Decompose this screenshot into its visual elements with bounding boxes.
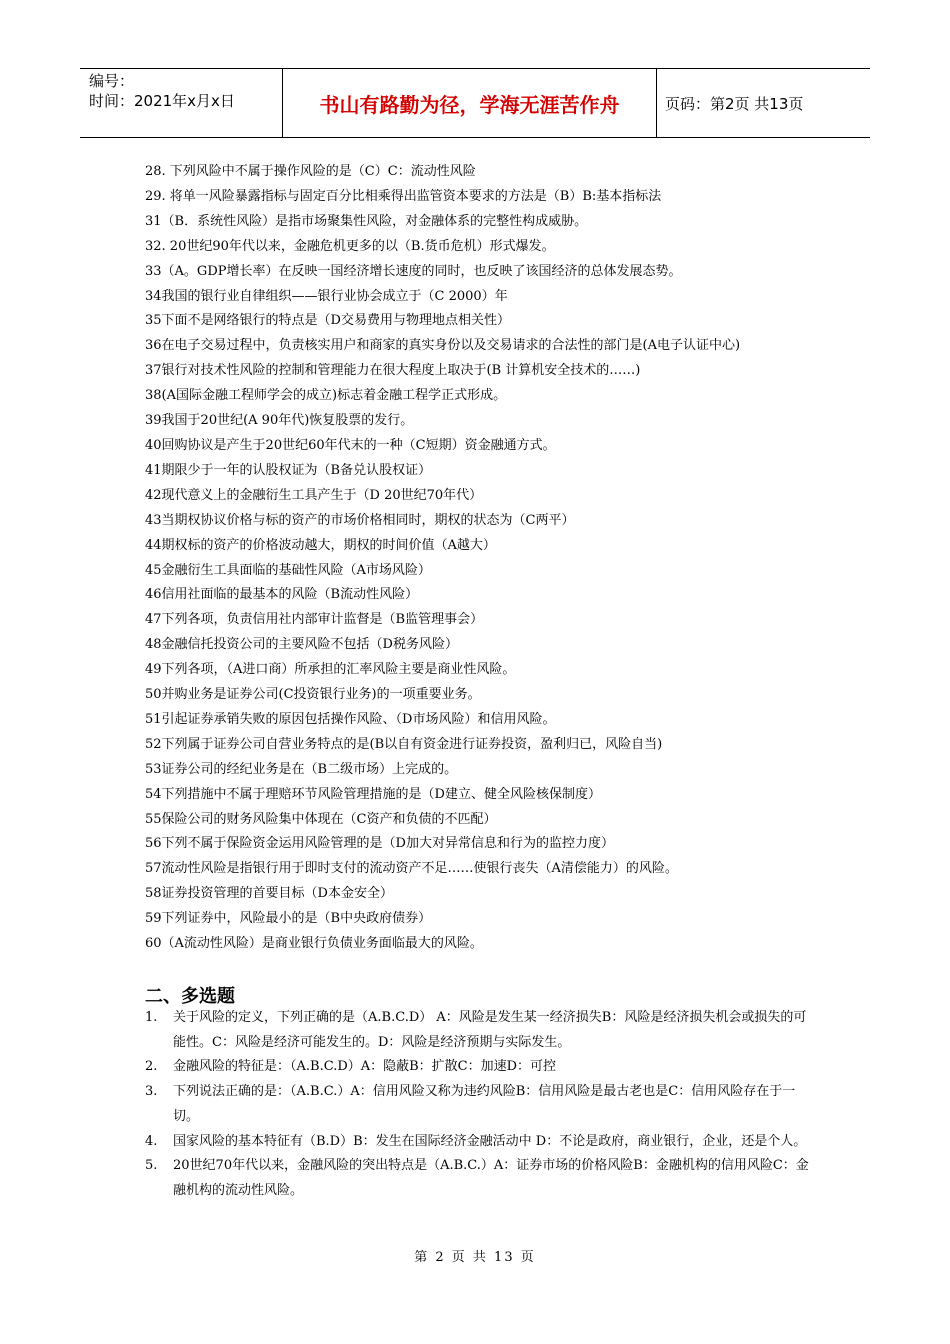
question-item: 57流动性风险是指银行用于即时支付的流动资产不足……使银行丧失（A清偿能力）的风险。	[145, 861, 678, 877]
question-number: 5.	[145, 1158, 158, 1174]
question-item: 42现代意义上的金融衍生工具产生于（D 20世纪70年代）	[145, 487, 483, 503]
question-item: 55保险公司的财务风险集中体现在（C资产和负债的不匹配）	[145, 811, 497, 827]
multi-question-item	[145, 1080, 815, 1129]
question-item: 58证券投资管理的首要目标（D本金安全）	[145, 886, 393, 902]
question-text: 20世纪70年代以来，金融风险的突出特点是（A.B.C.）A：证券市场的价格风险B：金融机构的信用风险C：金融机构的流动性风险。	[173, 1158, 809, 1198]
question-item: 34我国的银行业自律组织——银行业协会成立于（C 2000）年	[145, 288, 508, 304]
question-item: 28. 下列风险中不属于操作风险的是（C）C：流动性风险	[145, 164, 476, 179]
question-number: 1.	[145, 1010, 158, 1025]
question-item: 37银行对技术性风险的控制和管理能力在很大程度上取决于(B 计算机安全技术的……)	[145, 363, 641, 379]
question-item: 48金融信托投资公司的主要风险不包括（D税务风险）	[145, 637, 458, 653]
question-item: 46信用社面临的最基本的风险（B流动性风险）	[145, 587, 419, 603]
header-meta	[80, 69, 283, 137]
multi-choice-list	[145, 1006, 815, 1204]
question-item: 49下列各项，（A进口商）所承担的汇率风险主要是商业性风险。	[145, 662, 516, 678]
question-item: 59下列证券中，风险最小的是（B中央政府债券）	[145, 911, 432, 927]
question-item: 50并购业务是证券公司(C投资银行业务)的一项重要业务。	[145, 687, 481, 703]
number-label: 编号：	[89, 72, 135, 90]
question-text: 国家风险的基本特征有（B.D）B：发生在国际经济金融活动中 D：不论是政府，商业银行，企业，还是个人。	[173, 1133, 807, 1149]
multi-question-item	[145, 1130, 815, 1155]
question-item: 39我国于20世纪(A 90年代)恢复股票的发行。	[145, 413, 414, 429]
question-item: 54下列措施中不属于理赔环节风险管理措施的是（D建立、健全风险核保制度）	[145, 786, 601, 802]
question-number: 4.	[145, 1133, 158, 1149]
single-choice-list	[145, 160, 825, 957]
question-text: 下列说法正确的是：（A.B.C.）A：信用风险又称为违约风险B：信用风险是最古老也是C：信用风险存在于一切。	[173, 1084, 796, 1124]
question-text: 关于风险的定义，下列正确的是（A.B.C.D） A：风险是发生某一经济损失B：风险是经济损失机会或损失的可能性。C：风险是经济可能发生的。D：风险是经济预期与实际发生。	[173, 1010, 807, 1050]
question-item: 45金融衍生工具面临的基础性风险（A市场风险）	[145, 562, 431, 578]
question-number: 2.	[145, 1059, 158, 1075]
question-text: 金融风险的特征是：（A.B.C.D）A：隐蔽B：扩散C：加速D：可控	[173, 1059, 557, 1075]
date-label: 时间：2021年x月x日	[89, 92, 235, 110]
question-item: 44期权标的资产的价格波动越大，期权的时间价值（A越大）	[145, 537, 496, 553]
question-item: 29. 将单一风险暴露指标与固定百分比相乘得出监管资本要求的方法是（B）B:基本指标法	[145, 188, 662, 204]
question-item: 43当期权协议价格与标的资产的市场价格相同时，期权的状态为（C两平）	[145, 512, 575, 528]
question-item: 51引起证券承销失败的原因包括操作风险、（D市场风险）和信用风险。	[145, 711, 556, 727]
question-number: 3.	[145, 1084, 158, 1100]
question-item: 41期限少于一年的认股权证为（B备兑认股权证）	[145, 462, 432, 478]
page-header	[80, 68, 870, 138]
section-title: 二、多选题	[145, 986, 235, 1007]
question-item: 40回购协议是产生于20世纪60年代末的一种（C短期）资金融通方式。	[145, 437, 556, 453]
question-item: 38(A国际金融工程师学会的成立)标志着金融工程学正式形成。	[145, 388, 507, 404]
question-item: 36在电子交易过程中，负责核实用户和商家的真实身份以及交易请求的合法性的部门是(A电子认证中心)	[145, 338, 741, 354]
multi-question-item	[145, 1055, 815, 1080]
header-page-info: 页码：第2页 共13页	[665, 94, 804, 113]
question-item: 32. 20世纪90年代以来，金融危机更多的以（B.货币危机）形式爆发。	[145, 238, 555, 254]
question-item: 52下列属于证券公司自营业务特点的是(B以自有资金进行证券投资，盈利归已，风险自当)	[145, 736, 663, 752]
question-item: 56下列不属于保险资金运用风险管理的是（D加大对异常信息和行为的监控力度）	[145, 836, 614, 852]
question-item: 31（B．系统性风险）是指市场聚集性风险，对金融体系的完整性构成威胁。	[145, 213, 588, 229]
question-item: 53证券公司的经纪业务是在（B二级市场）上完成的。	[145, 761, 458, 777]
question-item: 47下列各项，负责信用社内部审计监督是（B监管理事会）	[145, 612, 484, 628]
question-item: 33（A。GDP增长率）在反映一国经济增长速度的同时，也反映了该国经济的总体发展态势。	[145, 263, 682, 279]
multi-question-item	[145, 1006, 815, 1055]
question-item: 35下面不是网络银行的特点是（D交易费用与物理地点相关性）	[145, 313, 510, 329]
header-motto: 书山有路勤为径，学海无涯苦作舟	[283, 69, 657, 137]
question-item: 60（A流动性风险）是商业银行负债业务面临最大的风险。	[145, 936, 483, 952]
multi-question-item	[145, 1154, 815, 1203]
page-footer: 第 2 页 共 13 页	[414, 1250, 536, 1265]
